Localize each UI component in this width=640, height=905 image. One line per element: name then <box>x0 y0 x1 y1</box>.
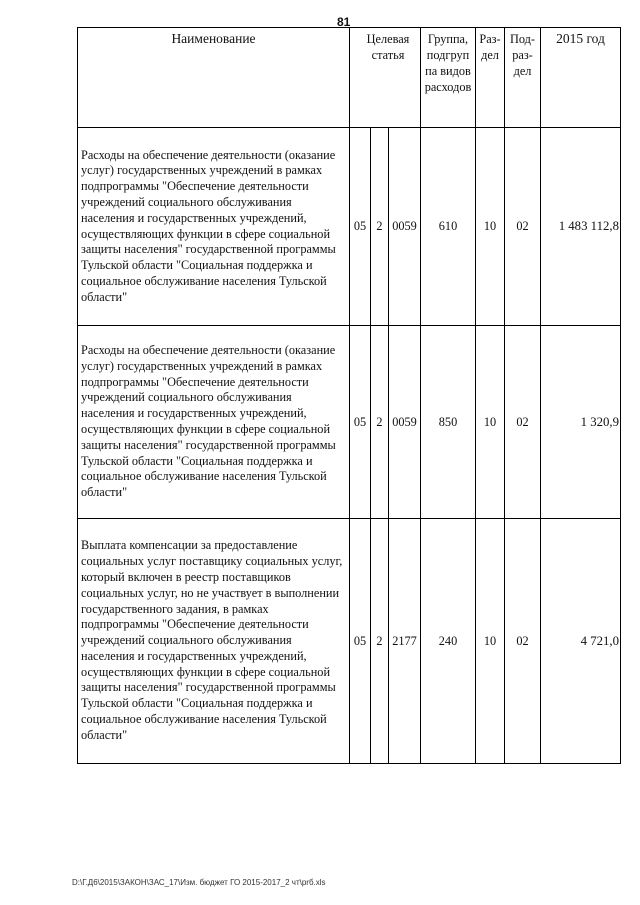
subsection: 02 <box>505 326 541 519</box>
expense-group: 610 <box>421 128 476 326</box>
table-row <box>78 128 621 326</box>
expense-group: 850 <box>421 326 476 519</box>
budget-table <box>77 27 621 764</box>
target-article-part-2: 2 <box>371 128 389 326</box>
section: 10 <box>476 326 505 519</box>
header-section: Раз- дел <box>476 28 505 128</box>
target-article-part-1: 05 <box>350 128 371 326</box>
table-row <box>78 519 621 764</box>
subsection: 02 <box>505 519 541 764</box>
header-name: Наименование <box>78 28 350 128</box>
target-article-part-1: 05 <box>350 519 371 764</box>
target-article-part-3: 2177 <box>389 519 421 764</box>
expense-group: 240 <box>421 519 476 764</box>
section: 10 <box>476 519 505 764</box>
row-name: Выплата компенсации за предоставление социальных услуг поставщику социальных услуг, который включен в реестр поставщиков социальных услуг, но не участвует в выполнении государственного задания, в рамках подпрограммы "Обеспечение деятельности учреждений социального обслуживания населения и государственных учреждений, осуществляющих функции в сфере социальной защиты населения" государственной программы Тульской области "Социальная поддержка и социальное обслуживание населения Тульской области" <box>78 519 350 764</box>
amount: 1 483 112,8 <box>541 128 621 326</box>
header-year: 2015 год <box>541 28 621 128</box>
row-name: Расходы на обеспечение деятельности (оказание услуг) государственных учреждений в рамках подпрограммы "Обеспечение деятельности учреждений социального обслуживания населения и государственных учреждений, осуществляющих функции в сфере социальной защиты населения" государственной программы Тульской области "Социальная поддержка и социальное обслуживание населения Тульской области" <box>78 128 350 326</box>
header-target-article: Целевая статья <box>350 28 421 128</box>
target-article-part-2: 2 <box>371 519 389 764</box>
row-name: Расходы на обеспечение деятельности (оказание услуг) государственных учреждений в рамках подпрограммы "Обеспечение деятельности учреждений социального обслуживания населения и государственных учреждений, осуществляющих функции в сфере социальной защиты населения" государственной программы Тульской области "Социальная поддержка и социальное обслуживание населения Тульской области" <box>78 326 350 519</box>
table-row <box>78 326 621 519</box>
amount: 4 721,0 <box>541 519 621 764</box>
file-path-footer: D:\Г.Д6\2015\ЗАКОН\ЗАС_17\Изм. бюджет ГО 2015-2017_2 чт\рrб.xls <box>72 878 326 887</box>
target-article-part-3: 0059 <box>389 128 421 326</box>
target-article-part-2: 2 <box>371 326 389 519</box>
target-article-part-1: 05 <box>350 326 371 519</box>
amount: 1 320,9 <box>541 326 621 519</box>
header-row <box>78 28 621 128</box>
header-expense-group: Группа, подгруп па видов расходов <box>421 28 476 128</box>
target-article-part-3: 0059 <box>389 326 421 519</box>
page-number: 81 <box>337 15 351 29</box>
subsection: 02 <box>505 128 541 326</box>
section: 10 <box>476 128 505 326</box>
header-subsection: Под- раз- дел <box>505 28 541 128</box>
